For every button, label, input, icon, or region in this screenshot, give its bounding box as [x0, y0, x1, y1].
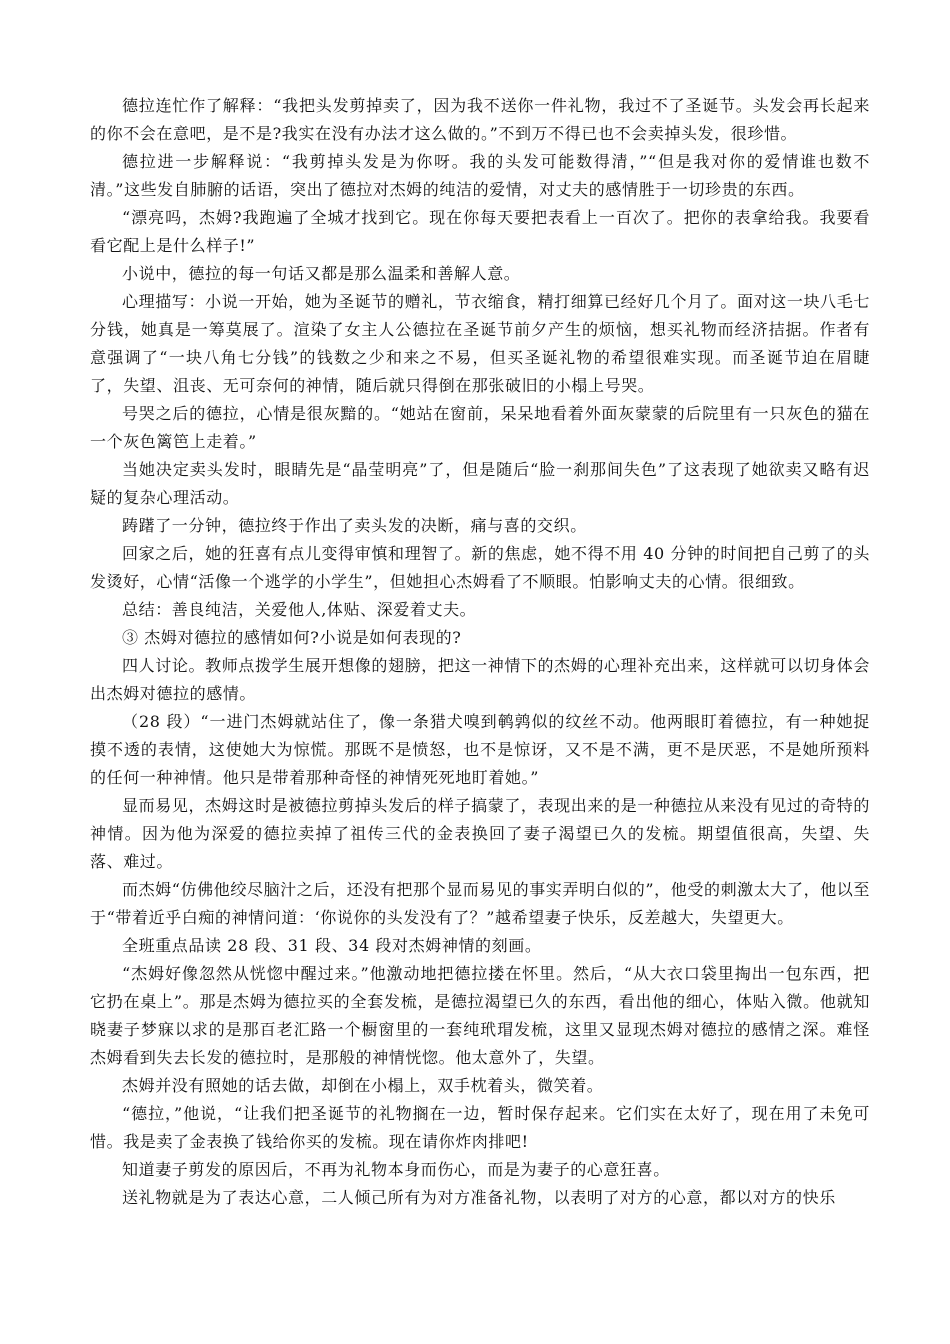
- paragraph: 踌躇了一分钟，德拉终于作出了卖头发的决断，痛与喜的交织。: [122, 516, 587, 535]
- paragraph: 号哭之后的德拉，心情是很灰黯的。“她站在窗前，呆呆地看着外面灰蒙蒙的后院里有一只灰色的猫在一个灰色篱笆上走着。”: [90, 404, 870, 451]
- paragraph: 显而易见，杰姆这时是被德拉剪掉头发后的样子搞蒙了，表现出来的是一种德拉从来没有见过的奇特的神情。因为他为深爱的德拉卖掉了祖传三代的金表换回了妻子渴望已久的发梳。期望值很高，失望、失落、难过。: [90, 796, 870, 871]
- paragraph: 而杰姆“仿佛他绞尽脑汁之后，还没有把那个显而易见的事实弄明白似的”，他受的刺激太大了，他以至于“带着近乎白痴的神情问道：‘你说你的头发没有了？”越希望妻子快乐，反差越大，失望更大。: [90, 880, 870, 927]
- paragraph: 心理描写：小说一开始，她为圣诞节的赠礼，节衣缩食，精打细算已经好几个月了。面对这一块八毛七分钱，她真是一筹莫展了。渲染了女主人公德拉在圣诞节前夕产生的烦恼，想买礼物而经济拮据。作者有意强调了“一块八角七分钱”的钱数之少和来之不易，但买圣诞礼物的希望很难实现。而圣诞节迫在眉睫了，失望、沮丧、无可奈何的神情，随后就只得倒在那张破旧的小榻上号哭。: [90, 292, 870, 395]
- paragraph: 知道妻子剪发的原因后，不再为礼物本身而伤心，而是为妻子的心意狂喜。: [122, 1160, 670, 1179]
- paragraph: “德拉，”他说，“让我们把圣诞节的礼物搁在一边，暂时保存起来。它们实在太好了，现在用了未免可惜。我是卖了金表换了钱给你买的发梳。现在请你炸肉排吧!: [90, 1104, 870, 1151]
- paragraph: “漂亮吗，杰姆?我跑遍了全城才找到它。现在你每天要把表看上一百次了。把你的表拿给我。我要看看它配上是什么样子!”: [90, 208, 870, 255]
- paragraph: ③ 杰姆对德拉的感情如何?小说是如何表现的?: [122, 628, 462, 647]
- paragraph: “杰姆好像忽然从恍惚中醒过来。”他激动地把德拉搂在怀里。然后，“从大衣口袋里掏出一包东西，把它扔在桌上”。那是杰姆为德拉买的全套发梳，是德拉渴望已久的东西，看出他的细心，体贴入微。他就知晓妻子梦寐以求的是那百老汇路一个橱窗里的一套纯玳瑁发梳，这里又显现杰姆对德拉的感情之深。难怪杰姆看到失去长发的德拉时，是那般的神情恍惚。他太意外了，失望。: [90, 964, 870, 1067]
- paragraph: 送礼物就是为了表达心意，二人倾己所有为对方准备礼物，以表明了对方的心意，都以对方的快乐: [122, 1188, 836, 1207]
- document-body: [90, 92, 870, 1212]
- paragraph: 总结：善良纯洁，关爱他人,体贴、深爱着丈夫。: [122, 600, 477, 619]
- paragraph: 当她决定卖头发时，眼睛先是“晶莹明亮”了，但是随后“脸一刹那间失色”了这表现了她欲卖又略有迟疑的复杂心理活动。: [90, 460, 870, 507]
- paragraph: 回家之后，她的狂喜有点儿变得审慎和理智了。新的焦虑，她不得不用 40 分钟的时间把自己剪了的头发烫好，心情“活像一个逃学的小学生”，但她担心杰姆看了不顺眼。怕影响丈夫的心情。很细致。: [90, 544, 870, 591]
- paragraph: 德拉连忙作了解释：“我把头发剪掉卖了，因为我不送你一件礼物，我过不了圣诞节。头发会再长起来的你不会在意吧，是不是?我实在没有办法才这么做的。”不到万不得已也不会卖掉头发，很珍惜。: [90, 96, 870, 143]
- paragraph: 小说中，德拉的每一句话又都是那么温柔和善解人意。: [122, 264, 521, 283]
- paragraph: （28 段）“一进门杰姆就站住了，像一条猎犬嗅到鹌鹑似的纹丝不动。他两眼盯着德拉，有一种她捉摸不透的表情，这使她大为惊慌。那既不是愤怒，也不是惊讶，又不是不满，更不是厌恶，不是她所预料的任何一种神情。他只是带着那种奇怪的神情死死地盯着她。”: [90, 712, 870, 787]
- paragraph: 四人讨论。教师点拨学生展开想像的翅膀，把这一神情下的杰姆的心理补充出来，这样就可以切身体会出杰姆对德拉的感情。: [90, 656, 870, 703]
- paragraph: 全班重点品读 28 段、31 段、34 段对杰姆神情的刻画。: [122, 936, 542, 955]
- paragraph: 杰姆并没有照她的话去做，却倒在小榻上，双手枕着头，微笑着。: [122, 1076, 604, 1095]
- paragraph: 德拉进一步解释说：“我剪掉头发是为你呀。我的头发可能数得清，”“但是我对你的爱情谁也数不清。”这些发自肺腑的话语，突出了德拉对杰姆的纯洁的爱情，对丈夫的感情胜于一切珍贵的东西。: [90, 152, 870, 199]
